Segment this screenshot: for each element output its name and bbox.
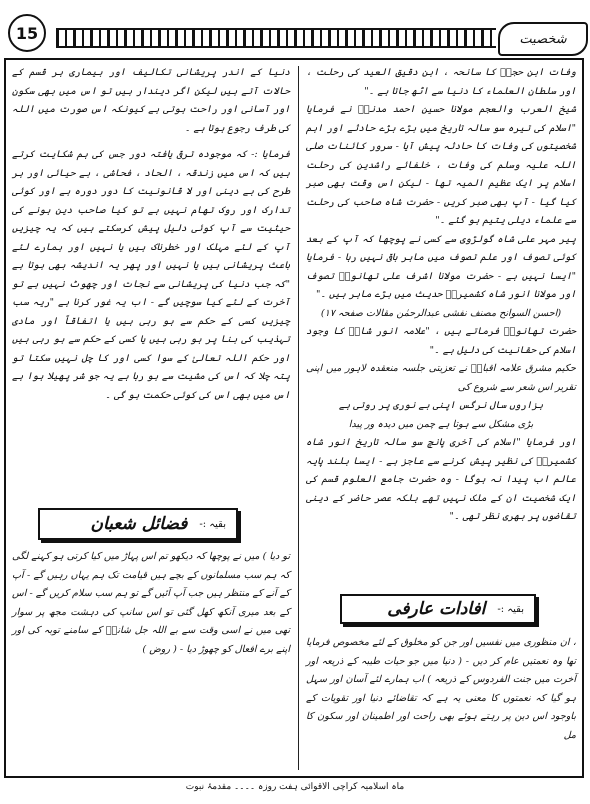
- page-number: 15: [8, 14, 46, 52]
- left-column: [12, 64, 290, 405]
- left-column-continued: [12, 548, 290, 659]
- section-heading-box: [38, 508, 238, 540]
- heading-title: افادات عارفی: [387, 599, 486, 619]
- section-title: شخصیت: [498, 22, 588, 56]
- paragraph: پیر مہر علی شاہ گولڑوی سے کسی نے پوچھا کہ آپ کے بعد کوئی تصوف اور علم تصوف میں ماہر باقی نہیں رہا - فرمایا "ایسا نہیں ہے - حضرت مولانا اشرف علی تھانویؒ تصوف اور مولانا انور شاہ کشمیریؒ حدیث میں بڑے ماہر ہیں ۔": [306, 233, 576, 300]
- heading-prefix: بقیہ :-: [199, 518, 226, 530]
- paragraph: اور فرمایا "اسلام کی آخری پانچ سو سالہ تاریخ انور شاہ کشمیریؒ کی نظیر پیش کرنے سے عاجز ہے - ایسا بلند پایہ عالم اب پیدا نہ ہوگا - وہ حضرت جامع العلوم قسم کی ایک شخصیت ان کے ملک نہیں تھے بلکہ عصر حاضر کے دینی تقاضوں پر بھری نظر تھی ۔": [306, 437, 576, 522]
- paragraph: حکیم مشرق علامہ اقبالؒ نے تعزیتی جلسہ منعقدہ لاہور میں اپنی تقریر اس شعر سے شروع کی: [306, 363, 576, 393]
- heading-title: فضائل شعبان: [90, 514, 188, 534]
- citation: (احسن السوانح مصنف نفشی عبدالرحمٰن مقالات صفحہ ۱۷): [320, 307, 562, 319]
- paragraph: فرمایا :- کہ موجودہ ترقی یافتہ دور جس کی ہم شکایت کرتے ہیں کہ اس میں زندقہ ، الحاد ، فحاشی ، بے حیائی اور ہر طرح کی بے دینی اور لا قانونیت کا دور دورہ ہے اور کوئی تدارک اور روک تھام نہیں ہے تو کیا صاحب دین ہونے کی حیثیت سے آپ کوئی دلیل پیش کرسکتے ہیں کہ یہ چیزیں آپ کے لئے مہلک اور خطرناک ہیں یا نہیں اور ہمارے لئے باعث پریشانی ہیں یا نہیں اور پھر یہ اندیشہ بھی ہوتا ہے "کہ جب دنیا کی پریشانی سے نجات اور چھوٹ نہیں ہے تو آخرت کے لئے کیا سوچیں گے - اب یہ غور کرنا ہے "ریہ سب چیزیں کسی کے حکم سے ہو رہی ہیں یا اتفاقاً اور مادی تہذیب کی بنا پر ہو رہی ہیں یا کسی کے حکم سے ہو رہی ہیں اور حکم اللہ تعالیٰ کے سوا کسی اور کا چل نہیں سکتا تو پتہ چلا کہ اس کی مشیت سے ہو رہا ہے یہ جو شر پھیلا ہوا ہے اس میں بھی اس کی کوئی حکمت ہو گی ۔: [12, 149, 290, 401]
- paragraph: شیخ العرب والعجم مولانا حسین احمد مدنیؒ نے فرمایا "اسلام کی تیرہ سو سالہ تاریخ میں بڑے بڑے حادثے اور اہم شخصیتوں کی وفات کا حادثہ پیش آیا - سرور کائنات صلی اللہ علیہ وسلم کی وفات ، خلفائے راشدین کی رحلت اسلام پر ایک عظیم المیہ تھا - لیکن اس وقت بھی صبر کیا گیا - آپ بھی صبر کریں - حضرت شاہ صاحب کی رحلت سے علماء دیلی یتیم ہو گئے ۔": [306, 104, 576, 226]
- verse-line: ہزاروں سال نرگس اپنی بے نوری پر روتی ہے: [338, 400, 544, 411]
- heading-prefix: بقیہ :-: [497, 603, 524, 615]
- paragraph: دنیا کے اندر پریشانی تکالیف اور بیماری ہر قسم کے حالات آتے ہیں لیکن اگر دیندار ہیں تو اس میں بھی سکون اور آسانی اور راحت ہوتی ہے کیونکہ اس صورت میں اللہ کی طرف رجوع ہوتا ہے ۔: [12, 67, 290, 134]
- verse-line: بڑی مشکل سے ہوتا ہے چمن میں دیدہ ور پیدا: [348, 418, 534, 430]
- paragraph: حضرت تھانویؒ فرماتے ہیں ، "علامہ انور شاہؒ کا وجود اسلام کی حقانیت کی دلیل ہے ۔": [306, 326, 576, 356]
- right-column-continued: [306, 634, 576, 745]
- right-column: [306, 64, 576, 527]
- paragraph: وفات ابن حجرؒ کا سانحہ ، ابن دقیق العید کی رحلت ، اور سلطان العلماء کا دنیا سے اٹھ جاتا ہے ۔": [306, 67, 576, 97]
- section-heading-box: [340, 594, 536, 624]
- page-header: [0, 0, 590, 56]
- decorative-border-band: [56, 28, 496, 48]
- paragraph: ، ان منظوری میں نفسیں اور جن کو مخلوق کے لئے مخصوص فرمایا تھا وہ نعمتیں عام کر دیں - ( دنیا میں جو حیات طیبہ کے ذریعہ اور آخرت میں جنت الفردوس کے ذریعہ ) اب ہمارے لئے آسان اور سہل ہو گیا کہ نعمتوں کا معنی یہ ہے کہ تقاضائے دنیا اور تقویات کے باوجود اس دین پر رہتے ہوئے بھی راحت اور اطمینان اور سکون کا مل: [306, 637, 576, 741]
- footer-line: ماہ اسلامیہ کراچی الاقوائی ہفت روزہ ۔۔۔۔ مقدمۂ نبوت: [185, 782, 405, 792]
- column-divider: [298, 66, 299, 770]
- paragraph: تو دیا ) میں نے پوچھا کہ دیکھو تم اس پہاڑ میں کیا کرتی ہو کہنے لگی کہ ہم سب مسلمانوں کے بچے ہیں قیامت تک ہم یہاں رہیں گے - آپ کے آنے کے منتظر ہیں جب آپ آئیں گے تو ہم سب سلام کریں گے - اس کے بعد میری آنکھ کھل گئی تو اس سانپ کی دہشت مجھ پر سوار تھی میں نے اسی وقت سے بے اللہ جل شانہٗ کے سامنے توبہ کی اور اپنے برے افعال کو چھوڑ دیا - ( روض ): [12, 551, 290, 655]
